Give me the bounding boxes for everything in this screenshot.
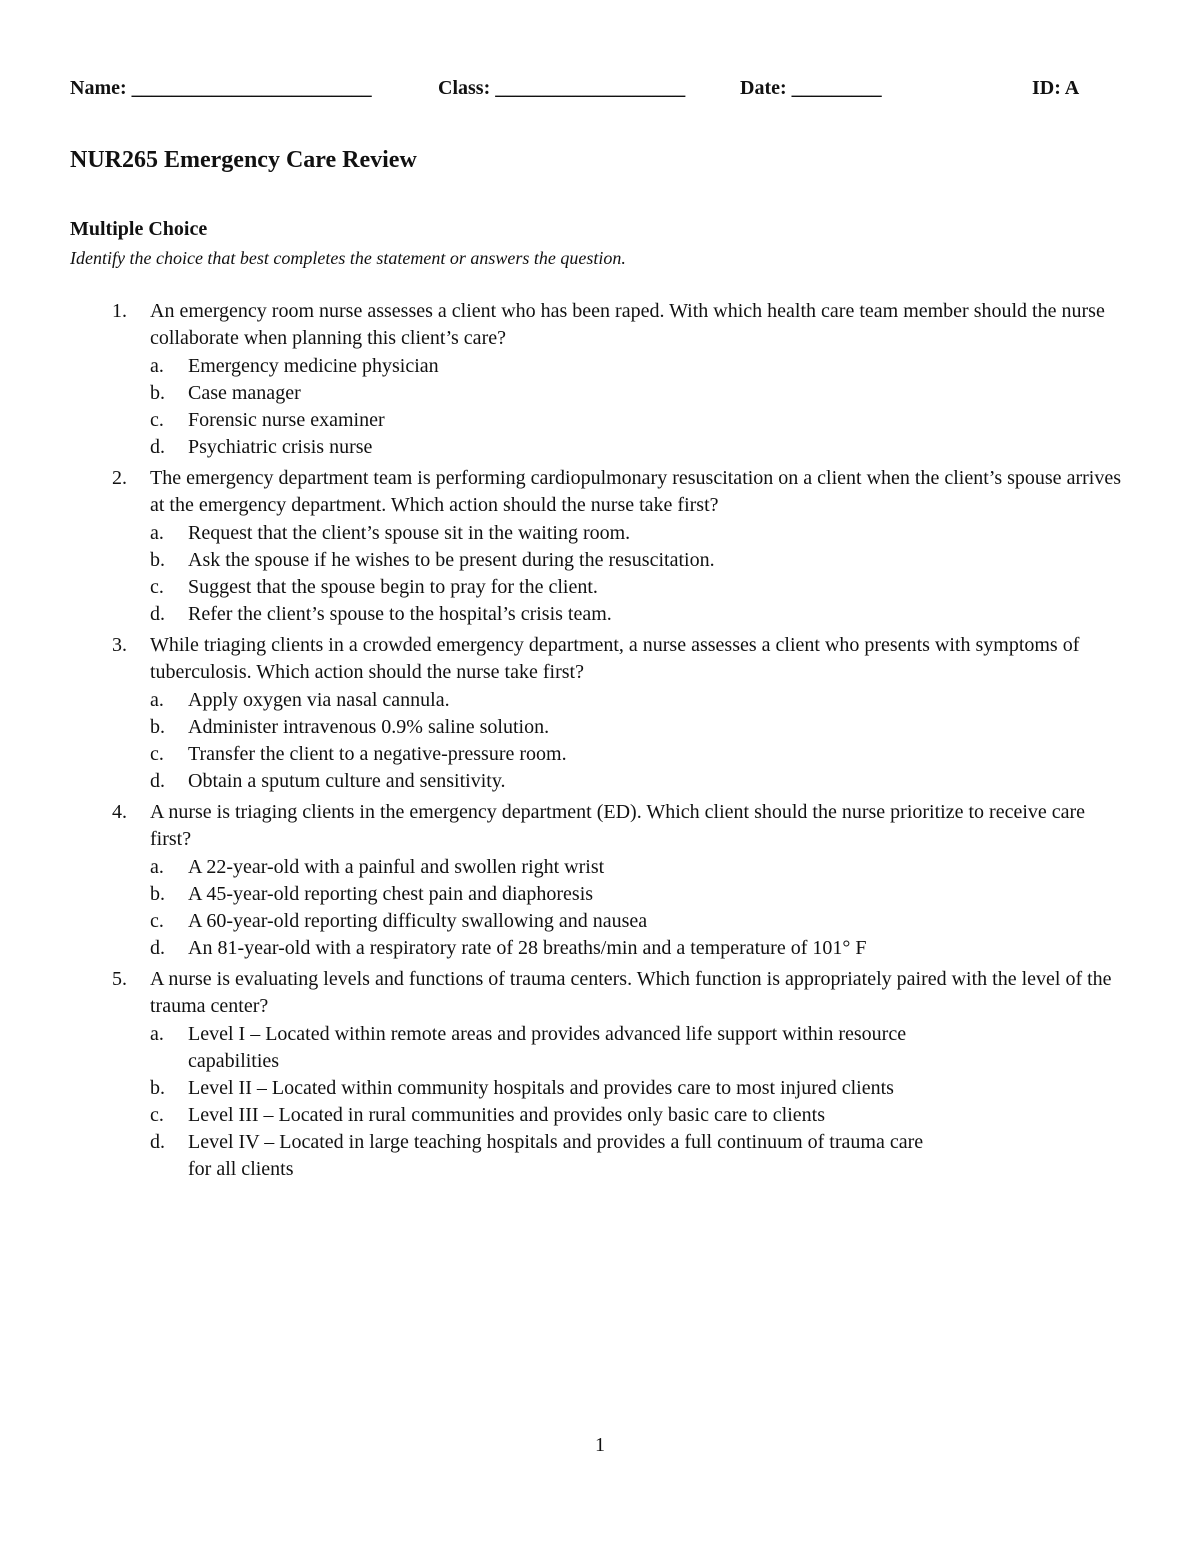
option-b[interactable] bbox=[150, 547, 948, 574]
option-letter: a. bbox=[150, 522, 164, 544]
option-a[interactable] bbox=[150, 687, 948, 714]
question-number: 5. bbox=[112, 968, 127, 990]
option-a[interactable] bbox=[150, 353, 948, 380]
option-text: Administer intravenous 0.9% saline solution. bbox=[188, 716, 550, 738]
option-letter: c. bbox=[150, 743, 164, 765]
option-letter: a. bbox=[150, 689, 164, 711]
option-letter: c. bbox=[150, 576, 164, 598]
option-d[interactable] bbox=[150, 768, 948, 795]
question-2 bbox=[70, 465, 1130, 628]
option-letter: b. bbox=[150, 382, 165, 404]
option-text: Suggest that the spouse begin to pray for the client. bbox=[188, 576, 598, 598]
question-stem: A nurse is triaging clients in the emergency department (ED). Which client should the nurse prioritize to receive care first? bbox=[150, 801, 1086, 850]
option-text: Emergency medicine physician bbox=[188, 355, 439, 377]
option-d[interactable] bbox=[150, 1129, 948, 1183]
question-1 bbox=[70, 298, 1130, 461]
option-letter: b. bbox=[150, 549, 165, 571]
option-letter: a. bbox=[150, 355, 164, 377]
option-c[interactable] bbox=[150, 574, 948, 601]
option-list bbox=[150, 854, 1130, 962]
option-letter: c. bbox=[150, 409, 164, 431]
option-letter: c. bbox=[150, 910, 164, 932]
id-label: ID: A bbox=[1032, 77, 1080, 99]
name-field-label: Name: ________________________ bbox=[70, 77, 372, 99]
option-list bbox=[150, 1021, 1130, 1183]
option-text: Psychiatric crisis nurse bbox=[188, 436, 373, 458]
question-number: 2. bbox=[112, 467, 127, 489]
class-field-label: Class: ___________________ bbox=[438, 77, 686, 99]
option-letter: d. bbox=[150, 603, 165, 625]
option-text: Level II – Located within community hospitals and provides care to most injured clients bbox=[188, 1077, 894, 1099]
page-number: 1 bbox=[595, 1434, 605, 1456]
option-text: Transfer the client to a negative-pressure room. bbox=[188, 743, 567, 765]
option-text: Forensic nurse examiner bbox=[188, 409, 385, 431]
option-b[interactable] bbox=[150, 1075, 948, 1102]
question-4 bbox=[70, 799, 1130, 962]
option-d[interactable] bbox=[150, 601, 948, 628]
option-c[interactable] bbox=[150, 1102, 948, 1129]
option-text: Request that the client’s spouse sit in the waiting room. bbox=[188, 522, 631, 544]
option-list bbox=[150, 520, 1130, 628]
option-text: Level I – Located within remote areas and provides advanced life support within resource capabilities bbox=[188, 1023, 907, 1072]
option-d[interactable] bbox=[150, 935, 948, 962]
option-text: A 45-year-old reporting chest pain and diaphoresis bbox=[188, 883, 594, 905]
option-text: A 60-year-old reporting difficulty swallowing and nausea bbox=[188, 910, 648, 932]
option-list bbox=[150, 687, 1130, 795]
question-number: 4. bbox=[112, 801, 127, 823]
option-text: Level III – Located in rural communities and provides only basic care to clients bbox=[188, 1104, 826, 1126]
option-letter: a. bbox=[150, 856, 164, 878]
question-3 bbox=[70, 632, 1130, 795]
option-c[interactable] bbox=[150, 908, 948, 935]
option-letter: a. bbox=[150, 1023, 164, 1045]
page-title: NUR265 Emergency Care Review bbox=[70, 147, 417, 173]
option-text: Apply oxygen via nasal cannula. bbox=[188, 689, 450, 711]
option-b[interactable] bbox=[150, 714, 948, 741]
option-letter: c. bbox=[150, 1104, 164, 1126]
option-a[interactable] bbox=[150, 854, 948, 881]
option-c[interactable] bbox=[150, 741, 948, 768]
question-stem: While triaging clients in a crowded emergency department, a nurse assesses a client who presents with symptoms of tuberculosis. Which action should the nurse take first? bbox=[150, 634, 1080, 683]
section-title: Multiple Choice bbox=[70, 218, 208, 240]
question-stem: An emergency room nurse assesses a client who has been raped. With which health care team member should the nurse collaborate when planning this client’s care? bbox=[150, 300, 1105, 349]
question-stem: The emergency department team is performing cardiopulmonary resuscitation on a client when the client’s spouse arrives at the emergency department. Which action should the nurse take first? bbox=[150, 467, 1121, 516]
option-letter: d. bbox=[150, 937, 165, 959]
option-b[interactable] bbox=[150, 380, 948, 407]
option-d[interactable] bbox=[150, 434, 948, 461]
option-letter: b. bbox=[150, 1077, 165, 1099]
question-5 bbox=[70, 966, 1130, 1183]
option-text: Obtain a sputum culture and sensitivity. bbox=[188, 770, 506, 792]
option-text: An 81-year-old with a respiratory rate of 28 breaths/min and a temperature of 101° F bbox=[188, 937, 867, 959]
option-text: Case manager bbox=[188, 382, 301, 404]
option-letter: d. bbox=[150, 1131, 165, 1153]
header-fields bbox=[70, 74, 1090, 102]
question-number: 1. bbox=[112, 300, 127, 322]
option-text: Refer the client’s spouse to the hospital’s crisis team. bbox=[188, 603, 612, 625]
option-text: Level IV – Located in large teaching hospitals and provides a full continuum of trauma care for all clients bbox=[188, 1131, 924, 1180]
question-list bbox=[70, 298, 1130, 1187]
option-letter: d. bbox=[150, 436, 165, 458]
option-letter: b. bbox=[150, 716, 165, 738]
option-text: Ask the spouse if he wishes to be present during the resuscitation. bbox=[188, 549, 715, 571]
option-c[interactable] bbox=[150, 407, 948, 434]
question-number: 3. bbox=[112, 634, 127, 656]
option-text: A 22-year-old with a painful and swollen right wrist bbox=[188, 856, 605, 878]
question-stem: A nurse is evaluating levels and functions of trauma centers. Which function is appropriately paired with the level of the trauma center? bbox=[150, 968, 1112, 1017]
option-a[interactable] bbox=[150, 520, 948, 547]
option-b[interactable] bbox=[150, 881, 948, 908]
section-instruction: Identify the choice that best completes the statement or answers the question. bbox=[70, 248, 626, 268]
option-list bbox=[150, 353, 1130, 461]
option-letter: d. bbox=[150, 770, 165, 792]
option-a[interactable] bbox=[150, 1021, 948, 1075]
option-letter: b. bbox=[150, 883, 165, 905]
date-field-label: Date: _________ bbox=[740, 77, 882, 99]
